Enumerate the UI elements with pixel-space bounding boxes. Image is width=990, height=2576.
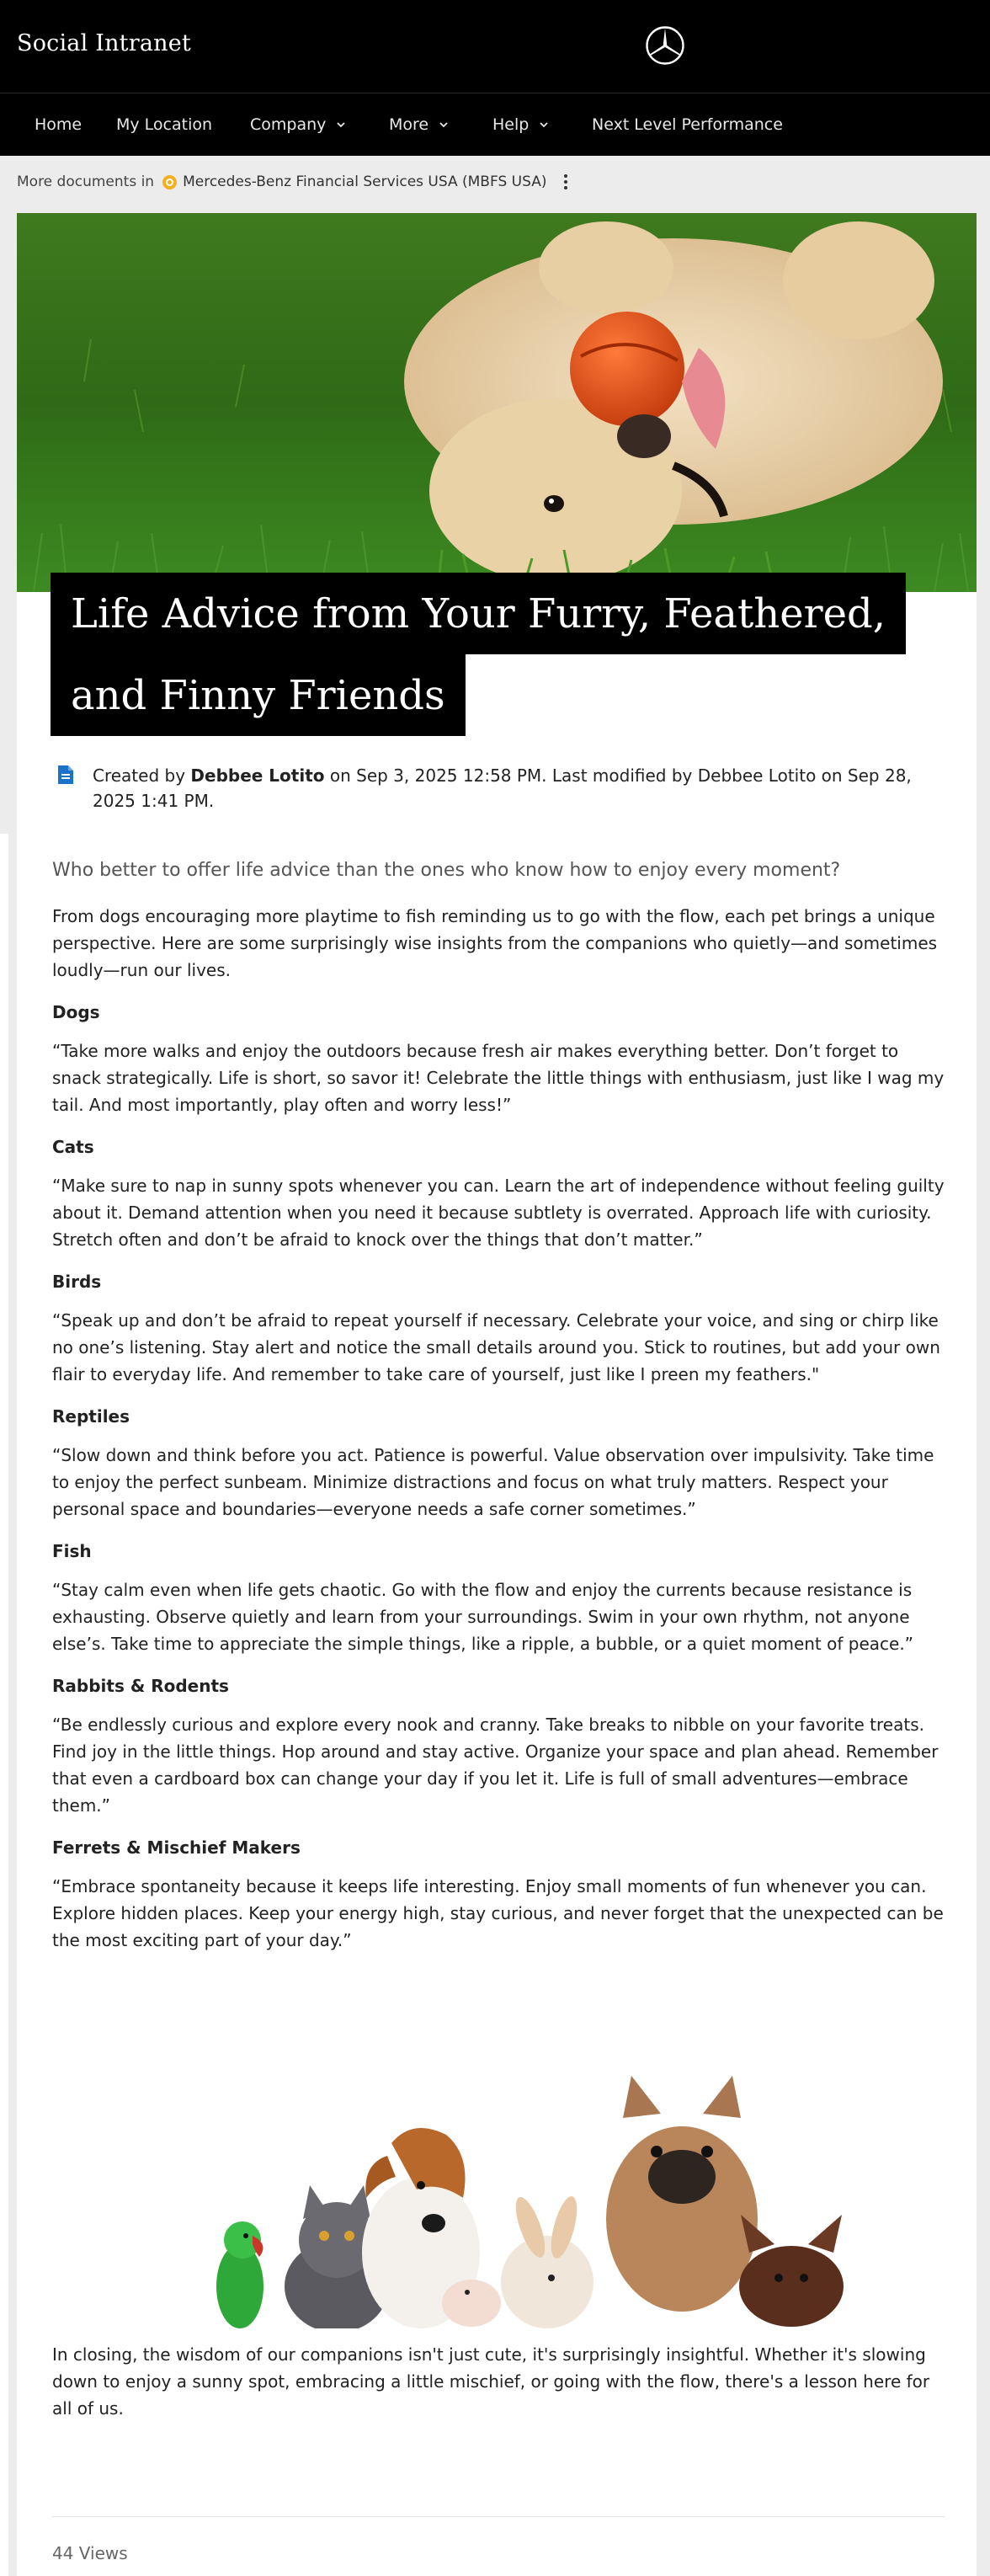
article-title-line-2: and Finny Friends	[51, 654, 466, 736]
nav-more[interactable]: More	[389, 115, 449, 134]
author-link[interactable]: Debbee Lotito	[190, 765, 325, 786]
breadcrumb	[17, 172, 572, 192]
hero-image	[17, 213, 977, 592]
section-text: “Slow down and think before you act. Patience is powerful. Value observation over impulsivity. Take time to enjoy the perfect sunbeam. Minimize distractions and focus on what truly matters. Respect your personal space and boundaries—everyone needs a safe corner sometimes.”	[52, 1445, 934, 1519]
section-heading: Ferrets & Mischief Makers	[52, 1837, 301, 1858]
views-count: 44 Views	[52, 2543, 128, 2563]
section-heading: Rabbits & Rodents	[52, 1676, 229, 1696]
section-text: “Speak up and don’t be afraid to repeat yourself if necessary. Celebrate your voice, and sing or chirp like no one’s listening. Stay alert and notice the small details around you. Stick to routines, but add your own flair to everyday life. And remember to take care of yourself, just like I preen my feathers."	[52, 1310, 940, 1384]
section-text: “Stay calm even when life gets chaotic. Go with the flow and enjoy the currents because resistance is exhausting. Observe quietly and learn from your surroundings. Swim in your own rhythm, not anyone else’s. Take time to appreciate the simple things, like a ripple, a bubble, or a quiet moment of peace.”	[52, 1580, 914, 1654]
document-icon	[57, 765, 74, 785]
section-text: “Be endlessly curious and explore every nook and cranny. Take breaks to nibble on your favorite treats. Find joy in the little things. Hop around and stay active. Organize your space and plan ahead. Remember that even a cardboard box can change your day if you let it. Life is full of small adventures—embrace them.”	[52, 1715, 939, 1816]
pets-group-image	[194, 2072, 850, 2328]
top-bar	[0, 0, 990, 93]
article-lead: Who better to offer life advice than the ones who know how to enjoy every moment?	[52, 860, 841, 881]
section-heading: Dogs	[52, 1002, 100, 1022]
article-intro: From dogs encouraging more playtime to fish reminding us to go with the flow, each pet brings a unique perspective. Here are some surprisingly wise insights from the companions who quietly—and sometimes loudly—run our lives.	[52, 906, 938, 980]
breadcrumb-location-link[interactable]	[162, 173, 546, 190]
nav-home[interactable]: Home	[35, 115, 82, 134]
more-actions-icon[interactable]	[560, 172, 572, 192]
chevron-down-icon	[439, 120, 449, 130]
article-body	[52, 851, 945, 1954]
meta-text: Created by Debbee Lotito on Sep 3, 2025 12:58 PM. Last modified by Debbee Lotito on Sep 28, 2025 1:41 PM.	[93, 765, 912, 811]
breadcrumb-location-label: Mercedes-Benz Financial Services USA (MBFS USA)	[183, 173, 547, 190]
section-text: “Make sure to nap in sunny spots whenever you can. Learn the art of independence without feeling guilty about it. Demand attention when you need it because subtlety is overrated. Approach life with curiosity. Stretch often and don’t be afraid to knock over the things that don’t matter.”	[52, 1176, 945, 1250]
globe-icon	[162, 175, 177, 189]
main-nav	[0, 93, 990, 156]
section-text: “Embrace spontaneity because it keeps life interesting. Enjoy small moments of fun whenever you can. Explore hidden places. Keep your energy high, stay curious, and never forget that the unexpected can be the most exciting part of your day.”	[52, 1876, 944, 1950]
chevron-down-icon	[539, 120, 549, 130]
section-heading: Fish	[52, 1541, 92, 1561]
section-text: “Take more walks and enjoy the outdoors because fresh air makes everything better. Don’t forget to snack strategically. Life is short, so savor it! Celebrate the little things with enthusiasm, just like I wag my tail. And most importantly, play often and worry less!”	[52, 1041, 945, 1115]
section-heading: Reptiles	[52, 1406, 130, 1427]
nav-my-location[interactable]: My Location	[116, 115, 213, 134]
nav-help[interactable]: Help	[492, 115, 549, 134]
article-closing: In closing, the wisdom of our companions isn't just cute, it's surprisingly insightful. Whether it's slowing down to enjoy a sunny spot, embracing a little mischief, or going with the flow, there's a lesson here for all of us.	[52, 2344, 930, 2419]
article-meta	[57, 763, 950, 813]
divider	[52, 2516, 945, 2517]
section-heading: Cats	[52, 1137, 94, 1157]
nav-company[interactable]: Company	[250, 115, 346, 134]
breadcrumb-prefix: More documents in	[17, 173, 155, 190]
section-heading: Birds	[52, 1272, 102, 1292]
nav-next-level-performance[interactable]: Next Level Performance	[592, 115, 783, 134]
article-title-line-1: Life Advice from Your Furry, Feathered,	[51, 573, 906, 654]
chevron-down-icon	[336, 120, 346, 130]
brand-title[interactable]: Social Intranet	[17, 30, 191, 56]
panel-edge	[0, 834, 8, 2576]
mercedes-star-icon[interactable]	[645, 25, 685, 66]
